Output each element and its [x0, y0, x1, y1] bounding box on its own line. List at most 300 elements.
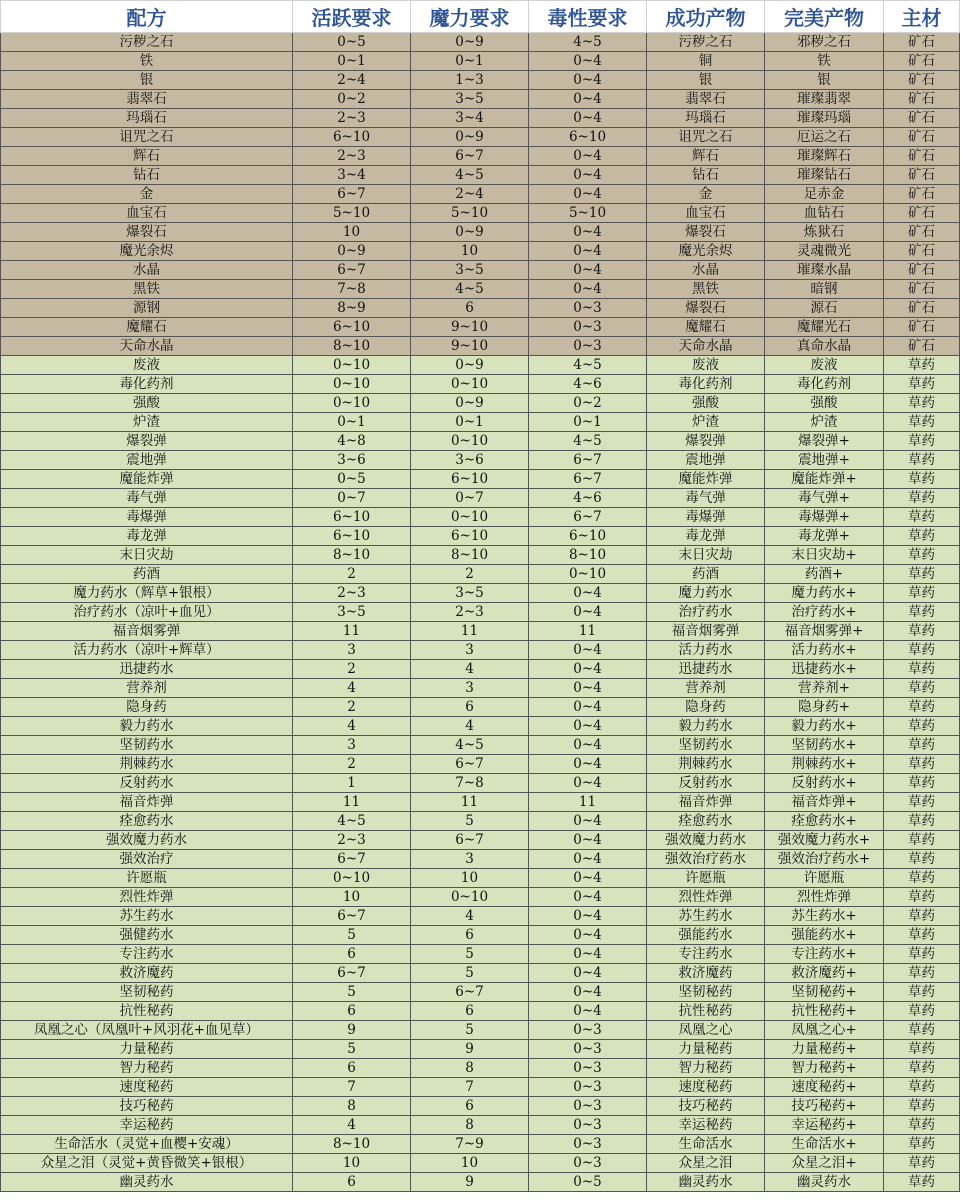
cell-recipe: 幽灵药水 — [1, 1173, 293, 1192]
cell-toxicity: 0~4 — [529, 983, 647, 1002]
cell-main-material: 草药 — [884, 394, 960, 413]
cell-recipe: 血宝石 — [1, 204, 293, 223]
cell-toxicity: 0~4 — [529, 109, 647, 128]
cell-recipe: 黑铁 — [1, 280, 293, 299]
table-row — [1, 204, 960, 223]
cell-toxicity: 0~4 — [529, 945, 647, 964]
cell-magic: 9~10 — [411, 318, 529, 337]
cell-activity: 0~7 — [293, 489, 411, 508]
cell-main-material: 草药 — [884, 546, 960, 565]
cell-magic: 11 — [411, 793, 529, 812]
cell-magic: 0~9 — [411, 33, 529, 52]
cell-toxicity: 0~4 — [529, 679, 647, 698]
cell-main-material: 矿石 — [884, 280, 960, 299]
cell-recipe: 福音烟雾弹 — [1, 622, 293, 641]
cell-activity: 0~1 — [293, 413, 411, 432]
cell-main-material: 草药 — [884, 774, 960, 793]
cell-main-material: 草药 — [884, 755, 960, 774]
cell-success-product: 玛瑙石 — [647, 109, 765, 128]
cell-success-product: 震地弹 — [647, 451, 765, 470]
cell-magic: 6~7 — [411, 983, 529, 1002]
cell-main-material: 草药 — [884, 964, 960, 983]
table-row — [1, 1154, 960, 1173]
cell-success-product: 翡翠石 — [647, 90, 765, 109]
cell-toxicity: 0~4 — [529, 641, 647, 660]
cell-perfect-product: 福音烟雾弹+ — [765, 622, 884, 641]
table-row — [1, 33, 960, 52]
cell-toxicity: 6~7 — [529, 470, 647, 489]
cell-success-product: 许愿瓶 — [647, 869, 765, 888]
cell-perfect-product: 药酒+ — [765, 565, 884, 584]
cell-magic: 4 — [411, 660, 529, 679]
cell-recipe: 营养剂 — [1, 679, 293, 698]
cell-success-product: 强效魔力药水 — [647, 831, 765, 850]
table-row — [1, 907, 960, 926]
cell-recipe: 毒化药剂 — [1, 375, 293, 394]
cell-recipe: 天命水晶 — [1, 337, 293, 356]
cell-magic: 0~9 — [411, 128, 529, 147]
cell-toxicity: 0~3 — [529, 299, 647, 318]
cell-toxicity: 4~6 — [529, 375, 647, 394]
cell-activity: 6~10 — [293, 527, 411, 546]
cell-activity: 8~10 — [293, 337, 411, 356]
cell-recipe: 生命活水（灵觉+血樱+安魂） — [1, 1135, 293, 1154]
cell-success-product: 污秽之石 — [647, 33, 765, 52]
cell-perfect-product: 厄运之石 — [765, 128, 884, 147]
cell-activity: 11 — [293, 793, 411, 812]
cell-toxicity: 0~4 — [529, 755, 647, 774]
cell-recipe: 诅咒之石 — [1, 128, 293, 147]
table-row — [1, 1078, 960, 1097]
table-row — [1, 698, 960, 717]
cell-magic: 5 — [411, 964, 529, 983]
cell-success-product: 福音烟雾弹 — [647, 622, 765, 641]
cell-magic: 6 — [411, 926, 529, 945]
cell-perfect-product: 末日灾劫+ — [765, 546, 884, 565]
cell-magic: 0~9 — [411, 356, 529, 375]
cell-recipe: 技巧秘药 — [1, 1097, 293, 1116]
cell-success-product: 治疗药水 — [647, 603, 765, 622]
cell-perfect-product: 幽灵药水 — [765, 1173, 884, 1192]
cell-toxicity: 0~5 — [529, 1173, 647, 1192]
cell-perfect-product: 魔力药水+ — [765, 584, 884, 603]
cell-magic: 5 — [411, 1021, 529, 1040]
cell-success-product: 凤凰之心 — [647, 1021, 765, 1040]
cell-magic: 3 — [411, 850, 529, 869]
cell-recipe: 强效魔力药水 — [1, 831, 293, 850]
cell-toxicity: 0~4 — [529, 185, 647, 204]
table-row — [1, 432, 960, 451]
cell-main-material: 草药 — [884, 1116, 960, 1135]
cell-toxicity: 4~5 — [529, 356, 647, 375]
table-row — [1, 926, 960, 945]
cell-main-material: 草药 — [884, 1173, 960, 1192]
cell-success-product: 黑铁 — [647, 280, 765, 299]
cell-recipe: 炉渣 — [1, 413, 293, 432]
cell-recipe: 银 — [1, 71, 293, 90]
cell-toxicity: 0~4 — [529, 223, 647, 242]
cell-success-product: 活力药水 — [647, 641, 765, 660]
cell-recipe: 源钢 — [1, 299, 293, 318]
cell-main-material: 草药 — [884, 622, 960, 641]
cell-perfect-product: 智力秘药+ — [765, 1059, 884, 1078]
header-activity: 活跃要求 — [293, 1, 411, 33]
cell-activity: 6~10 — [293, 318, 411, 337]
table-row — [1, 584, 960, 603]
cell-success-product: 金 — [647, 185, 765, 204]
table-row — [1, 1059, 960, 1078]
table-row — [1, 52, 960, 71]
cell-main-material: 草药 — [884, 1059, 960, 1078]
cell-perfect-product: 强效治疗药水+ — [765, 850, 884, 869]
cell-activity: 7 — [293, 1078, 411, 1097]
cell-perfect-product: 苏生药水+ — [765, 907, 884, 926]
cell-toxicity: 0~3 — [529, 318, 647, 337]
cell-toxicity: 0~4 — [529, 907, 647, 926]
cell-recipe: 隐身药 — [1, 698, 293, 717]
cell-activity: 2 — [293, 755, 411, 774]
cell-activity: 6 — [293, 945, 411, 964]
cell-activity: 0~10 — [293, 375, 411, 394]
cell-main-material: 草药 — [884, 698, 960, 717]
cell-toxicity: 0~4 — [529, 698, 647, 717]
cell-success-product: 力量秘药 — [647, 1040, 765, 1059]
cell-activity: 3~6 — [293, 451, 411, 470]
cell-magic: 3 — [411, 679, 529, 698]
cell-main-material: 草药 — [884, 907, 960, 926]
table-row — [1, 622, 960, 641]
cell-recipe: 治疗药水（凉叶+血见） — [1, 603, 293, 622]
cell-success-product: 魔能炸弹 — [647, 470, 765, 489]
cell-activity: 0~9 — [293, 242, 411, 261]
cell-success-product: 爆裂石 — [647, 299, 765, 318]
cell-magic: 3~6 — [411, 451, 529, 470]
cell-activity: 2~4 — [293, 71, 411, 90]
cell-activity: 4 — [293, 1116, 411, 1135]
cell-magic: 0~10 — [411, 508, 529, 527]
cell-success-product: 药酒 — [647, 565, 765, 584]
cell-toxicity: 0~4 — [529, 964, 647, 983]
cell-activity: 10 — [293, 223, 411, 242]
cell-magic: 6~7 — [411, 147, 529, 166]
cell-activity: 0~10 — [293, 869, 411, 888]
cell-activity: 6~7 — [293, 907, 411, 926]
cell-magic: 1~3 — [411, 71, 529, 90]
cell-recipe: 迅捷药水 — [1, 660, 293, 679]
cell-toxicity: 0~4 — [529, 90, 647, 109]
cell-magic: 9 — [411, 1040, 529, 1059]
cell-perfect-product: 力量秘药+ — [765, 1040, 884, 1059]
cell-main-material: 草药 — [884, 850, 960, 869]
cell-magic: 0~1 — [411, 413, 529, 432]
table-row — [1, 1040, 960, 1059]
cell-toxicity: 0~4 — [529, 812, 647, 831]
cell-perfect-product: 足赤金 — [765, 185, 884, 204]
table-row — [1, 1116, 960, 1135]
cell-success-product: 铜 — [647, 52, 765, 71]
cell-perfect-product: 邪秽之石 — [765, 33, 884, 52]
cell-perfect-product: 璀璨玛瑙 — [765, 109, 884, 128]
cell-magic: 0~9 — [411, 394, 529, 413]
cell-success-product: 抗性秘药 — [647, 1002, 765, 1021]
cell-toxicity: 4~5 — [529, 33, 647, 52]
cell-toxicity: 0~3 — [529, 1059, 647, 1078]
cell-toxicity: 6~10 — [529, 527, 647, 546]
table-row — [1, 375, 960, 394]
cell-activity: 6 — [293, 1059, 411, 1078]
cell-success-product: 迅捷药水 — [647, 660, 765, 679]
cell-perfect-product: 血钻石 — [765, 204, 884, 223]
cell-success-product: 营养剂 — [647, 679, 765, 698]
cell-main-material: 矿石 — [884, 71, 960, 90]
cell-recipe: 烈性炸弹 — [1, 888, 293, 907]
cell-perfect-product: 荆棘药水+ — [765, 755, 884, 774]
cell-toxicity: 0~4 — [529, 603, 647, 622]
cell-magic: 3~4 — [411, 109, 529, 128]
cell-activity: 9 — [293, 1021, 411, 1040]
cell-recipe: 毅力药水 — [1, 717, 293, 736]
cell-main-material: 草药 — [884, 1002, 960, 1021]
cell-perfect-product: 生命活水+ — [765, 1135, 884, 1154]
cell-main-material: 草药 — [884, 1097, 960, 1116]
table-row — [1, 774, 960, 793]
table-row — [1, 945, 960, 964]
cell-magic: 7~9 — [411, 1135, 529, 1154]
cell-perfect-product: 真命水晶 — [765, 337, 884, 356]
cell-toxicity: 0~4 — [529, 660, 647, 679]
cell-toxicity: 0~4 — [529, 52, 647, 71]
cell-main-material: 矿石 — [884, 166, 960, 185]
cell-toxicity: 8~10 — [529, 546, 647, 565]
cell-success-product: 生命活水 — [647, 1135, 765, 1154]
cell-main-material: 草药 — [884, 565, 960, 584]
table-row — [1, 850, 960, 869]
cell-success-product: 魔力药水 — [647, 584, 765, 603]
cell-recipe: 魔力药水（辉草+银根） — [1, 584, 293, 603]
table-body — [1, 33, 960, 1192]
cell-perfect-product: 璀璨水晶 — [765, 261, 884, 280]
header-success-product: 成功产物 — [647, 1, 765, 33]
cell-magic: 10 — [411, 869, 529, 888]
cell-main-material: 矿石 — [884, 299, 960, 318]
cell-perfect-product: 烈性炸弹 — [765, 888, 884, 907]
cell-activity: 6~7 — [293, 261, 411, 280]
cell-recipe: 金 — [1, 185, 293, 204]
cell-perfect-product: 暗钢 — [765, 280, 884, 299]
cell-perfect-product: 震地弹+ — [765, 451, 884, 470]
table-row — [1, 166, 960, 185]
cell-perfect-product: 毒龙弹+ — [765, 527, 884, 546]
table-row — [1, 280, 960, 299]
cell-main-material: 草药 — [884, 1154, 960, 1173]
cell-activity: 6 — [293, 1002, 411, 1021]
cell-toxicity: 6~10 — [529, 128, 647, 147]
header-magic: 魔力要求 — [411, 1, 529, 33]
cell-magic: 5 — [411, 812, 529, 831]
table-row — [1, 869, 960, 888]
cell-main-material: 草药 — [884, 793, 960, 812]
table-row — [1, 660, 960, 679]
cell-activity: 6~7 — [293, 964, 411, 983]
cell-recipe: 荆棘药水 — [1, 755, 293, 774]
cell-activity: 3~4 — [293, 166, 411, 185]
cell-main-material: 草药 — [884, 641, 960, 660]
cell-activity: 3 — [293, 641, 411, 660]
cell-toxicity: 0~3 — [529, 1040, 647, 1059]
cell-activity: 1 — [293, 774, 411, 793]
cell-recipe: 废液 — [1, 356, 293, 375]
cell-perfect-product: 许愿瓶 — [765, 869, 884, 888]
cell-recipe: 强效治疗 — [1, 850, 293, 869]
cell-perfect-product: 福音炸弹+ — [765, 793, 884, 812]
table-row — [1, 337, 960, 356]
cell-recipe: 许愿瓶 — [1, 869, 293, 888]
cell-perfect-product: 痊愈药水+ — [765, 812, 884, 831]
cell-activity: 0~5 — [293, 470, 411, 489]
cell-perfect-product: 迅捷药水+ — [765, 660, 884, 679]
cell-success-product: 毅力药水 — [647, 717, 765, 736]
cell-success-product: 众星之泪 — [647, 1154, 765, 1173]
cell-success-product: 水晶 — [647, 261, 765, 280]
cell-activity: 8~9 — [293, 299, 411, 318]
cell-toxicity: 0~2 — [529, 394, 647, 413]
table-row — [1, 451, 960, 470]
cell-success-product: 强效治疗药水 — [647, 850, 765, 869]
cell-recipe: 专注药水 — [1, 945, 293, 964]
cell-perfect-product: 坚韧药水+ — [765, 736, 884, 755]
cell-main-material: 草药 — [884, 736, 960, 755]
cell-recipe: 玛瑙石 — [1, 109, 293, 128]
cell-activity: 8~10 — [293, 1135, 411, 1154]
cell-activity: 10 — [293, 1154, 411, 1173]
cell-perfect-product: 众星之泪+ — [765, 1154, 884, 1173]
header-perfect-product: 完美产物 — [765, 1, 884, 33]
cell-recipe: 爆裂弹 — [1, 432, 293, 451]
cell-toxicity: 0~10 — [529, 565, 647, 584]
cell-magic: 4~5 — [411, 736, 529, 755]
cell-recipe: 钻石 — [1, 166, 293, 185]
cell-main-material: 草药 — [884, 812, 960, 831]
table-row — [1, 1097, 960, 1116]
cell-magic: 9~10 — [411, 337, 529, 356]
cell-main-material: 矿石 — [884, 128, 960, 147]
cell-perfect-product: 坚韧秘药+ — [765, 983, 884, 1002]
cell-recipe: 苏生药水 — [1, 907, 293, 926]
cell-magic: 7~8 — [411, 774, 529, 793]
cell-success-product: 专注药水 — [647, 945, 765, 964]
cell-magic: 4~5 — [411, 166, 529, 185]
cell-activity: 5 — [293, 983, 411, 1002]
cell-magic: 11 — [411, 622, 529, 641]
cell-perfect-product: 璀璨钻石 — [765, 166, 884, 185]
cell-magic: 0~9 — [411, 223, 529, 242]
cell-magic: 8 — [411, 1059, 529, 1078]
cell-recipe: 福音炸弹 — [1, 793, 293, 812]
cell-main-material: 草药 — [884, 375, 960, 394]
cell-recipe: 凤凰之心（凤凰叶+风羽花+血见草） — [1, 1021, 293, 1040]
table-row — [1, 831, 960, 850]
cell-recipe: 末日灾劫 — [1, 546, 293, 565]
cell-toxicity: 5~10 — [529, 204, 647, 223]
cell-main-material: 矿石 — [884, 223, 960, 242]
cell-success-product: 毒气弹 — [647, 489, 765, 508]
cell-toxicity: 0~1 — [529, 413, 647, 432]
cell-main-material: 矿石 — [884, 109, 960, 128]
table-row — [1, 242, 960, 261]
cell-activity: 8 — [293, 1097, 411, 1116]
cell-success-product: 炉渣 — [647, 413, 765, 432]
cell-success-product: 坚韧药水 — [647, 736, 765, 755]
table-row — [1, 641, 960, 660]
cell-perfect-product: 强能药水+ — [765, 926, 884, 945]
cell-toxicity: 0~3 — [529, 1021, 647, 1040]
cell-activity: 6~7 — [293, 850, 411, 869]
cell-main-material: 草药 — [884, 1135, 960, 1154]
cell-perfect-product: 技巧秘药+ — [765, 1097, 884, 1116]
cell-success-product: 诅咒之石 — [647, 128, 765, 147]
cell-perfect-product: 璀璨翡翠 — [765, 90, 884, 109]
cell-activity: 11 — [293, 622, 411, 641]
cell-toxicity: 0~4 — [529, 147, 647, 166]
cell-toxicity: 0~4 — [529, 261, 647, 280]
table-row — [1, 736, 960, 755]
table-row — [1, 1135, 960, 1154]
cell-main-material: 草药 — [884, 451, 960, 470]
cell-recipe: 震地弹 — [1, 451, 293, 470]
cell-toxicity: 0~4 — [529, 926, 647, 945]
cell-perfect-product: 魔耀光石 — [765, 318, 884, 337]
cell-recipe: 辉石 — [1, 147, 293, 166]
table-row — [1, 812, 960, 831]
cell-recipe: 翡翠石 — [1, 90, 293, 109]
cell-main-material: 草药 — [884, 717, 960, 736]
cell-main-material: 矿石 — [884, 204, 960, 223]
cell-recipe: 坚韧药水 — [1, 736, 293, 755]
cell-main-material: 矿石 — [884, 185, 960, 204]
table-row — [1, 717, 960, 736]
cell-toxicity: 0~3 — [529, 1097, 647, 1116]
table-row — [1, 147, 960, 166]
cell-perfect-product: 毒化药剂 — [765, 375, 884, 394]
cell-perfect-product: 强效魔力药水+ — [765, 831, 884, 850]
cell-success-product: 技巧秘药 — [647, 1097, 765, 1116]
cell-perfect-product: 炉渣 — [765, 413, 884, 432]
cell-toxicity: 0~4 — [529, 869, 647, 888]
cell-recipe: 水晶 — [1, 261, 293, 280]
cell-activity: 7~8 — [293, 280, 411, 299]
cell-recipe: 毒气弹 — [1, 489, 293, 508]
cell-main-material: 矿石 — [884, 33, 960, 52]
cell-toxicity: 0~3 — [529, 1154, 647, 1173]
cell-magic: 0~1 — [411, 52, 529, 71]
cell-activity: 2 — [293, 660, 411, 679]
cell-magic: 6 — [411, 1002, 529, 1021]
cell-magic: 2~4 — [411, 185, 529, 204]
cell-main-material: 矿石 — [884, 242, 960, 261]
cell-perfect-product: 璀璨辉石 — [765, 147, 884, 166]
cell-magic: 3 — [411, 641, 529, 660]
cell-main-material: 草药 — [884, 660, 960, 679]
header-toxicity: 毒性要求 — [529, 1, 647, 33]
cell-perfect-product: 救济魔药+ — [765, 964, 884, 983]
cell-main-material: 草药 — [884, 527, 960, 546]
cell-success-product: 毒爆弹 — [647, 508, 765, 527]
cell-main-material: 草药 — [884, 945, 960, 964]
cell-main-material: 草药 — [884, 926, 960, 945]
cell-main-material: 草药 — [884, 1078, 960, 1097]
cell-recipe: 抗性秘药 — [1, 1002, 293, 1021]
cell-recipe: 速度秘药 — [1, 1078, 293, 1097]
